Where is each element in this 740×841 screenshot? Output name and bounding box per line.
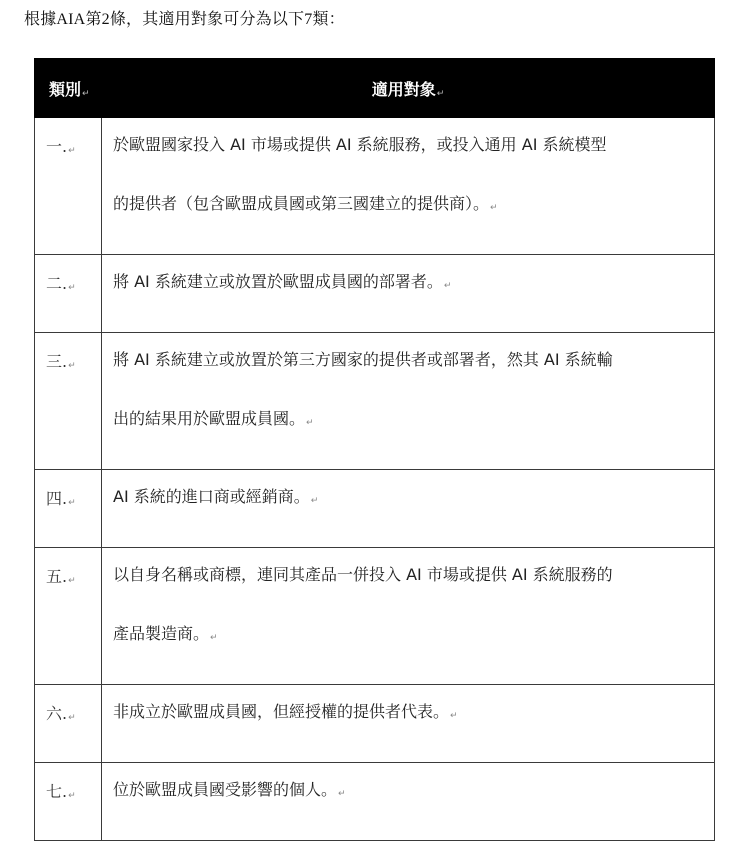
target-line [113, 624, 708, 644]
target-line [113, 272, 708, 292]
intro-paragraph: 根據AIA第2條，其適用對象可分為以下7類： [24, 11, 345, 28]
category-cell [35, 763, 102, 841]
paragraph-mark-icon: ↵ [68, 361, 76, 371]
paragraph-mark-icon: ↵ [82, 88, 90, 99]
table-row [35, 685, 715, 763]
category-label: 七. [46, 782, 68, 801]
table-row [35, 255, 715, 333]
target-cell [102, 470, 715, 548]
paragraph-mark-icon: ↵ [68, 146, 76, 156]
paragraph-mark-icon: ↵ [210, 633, 218, 643]
table-row [35, 548, 715, 685]
category-label: 二. [46, 274, 68, 293]
category-label: 六. [46, 704, 68, 723]
paragraph-mark-icon: ↵ [310, 496, 319, 506]
header-category-label: 類別 [49, 79, 82, 99]
target-text: 以自身名稱或商標，連同其產品一併投入 AI 市場或提供 AI 系統服務的 [113, 565, 613, 584]
paragraph-mark-icon: ↵ [338, 789, 346, 799]
target-line [113, 135, 708, 155]
category-cell [35, 470, 102, 548]
target-text: 於歐盟國家投入 AI 市場或提供 AI 系統服務，或投入通用 AI 系統模型 [113, 135, 607, 154]
applicable-targets-table [34, 58, 715, 841]
table-row [35, 470, 715, 548]
paragraph-mark-icon: ↵ [68, 713, 76, 723]
target-text: 將 AI 系統建立或放置於第三方國家的提供者或部署者，然其 AI 系統輸 [113, 350, 613, 369]
category-label: 四. [46, 489, 68, 508]
target-cell [102, 118, 715, 255]
paragraph-mark-icon: ↵ [68, 498, 76, 508]
target-line [113, 565, 708, 585]
header-category [35, 59, 102, 118]
category-cell [35, 685, 102, 763]
paragraph-mark-icon: ↵ [436, 88, 445, 99]
target-text: 產品製造商。 [113, 624, 210, 643]
category-cell [35, 333, 102, 470]
paragraph-mark-icon: ↵ [68, 576, 76, 586]
category-label: 三. [46, 352, 68, 371]
target-cell [102, 763, 715, 841]
target-cell [102, 685, 715, 763]
category-cell [35, 118, 102, 255]
target-text: 非成立於歐盟成員國，但經授權的提供者代表。 [113, 702, 450, 721]
table-row [35, 118, 715, 255]
table-row [35, 763, 715, 841]
target-line [113, 350, 708, 370]
paragraph-mark-icon: ↵ [450, 711, 458, 721]
category-label: 一. [46, 137, 68, 156]
paragraph-mark-icon: ↵ [68, 791, 76, 801]
target-text: 位於歐盟成員國受影響的個人。 [113, 780, 338, 799]
target-cell [102, 548, 715, 685]
target-text: 將 AI 系統建立或放置於歐盟成員國的部署者。 [113, 272, 443, 291]
paragraph-mark-icon: ↵ [443, 281, 452, 291]
table-header-row [35, 59, 715, 118]
category-cell [35, 548, 102, 685]
target-cell [102, 333, 715, 470]
paragraph-mark-icon: ↵ [68, 283, 76, 293]
header-target-label: 適用對象 [371, 79, 436, 99]
target-text: 的提供者（包含歐盟成員國或第三國建立的提供商）。 [113, 194, 490, 213]
table-row [35, 333, 715, 470]
paragraph-mark-icon: ↵ [306, 418, 314, 428]
target-text: 出的結果用於歐盟成員國。 [113, 409, 306, 428]
target-cell [102, 255, 715, 333]
target-text: AI 系統的進口商或經銷商。 [113, 487, 310, 506]
header-target [102, 59, 715, 118]
target-line [113, 702, 708, 722]
target-line [113, 409, 708, 429]
category-label: 五. [46, 567, 68, 586]
target-line [113, 780, 708, 800]
target-line [113, 487, 708, 507]
category-cell [35, 255, 102, 333]
target-line [113, 194, 708, 214]
paragraph-mark-icon: ↵ [490, 203, 498, 213]
